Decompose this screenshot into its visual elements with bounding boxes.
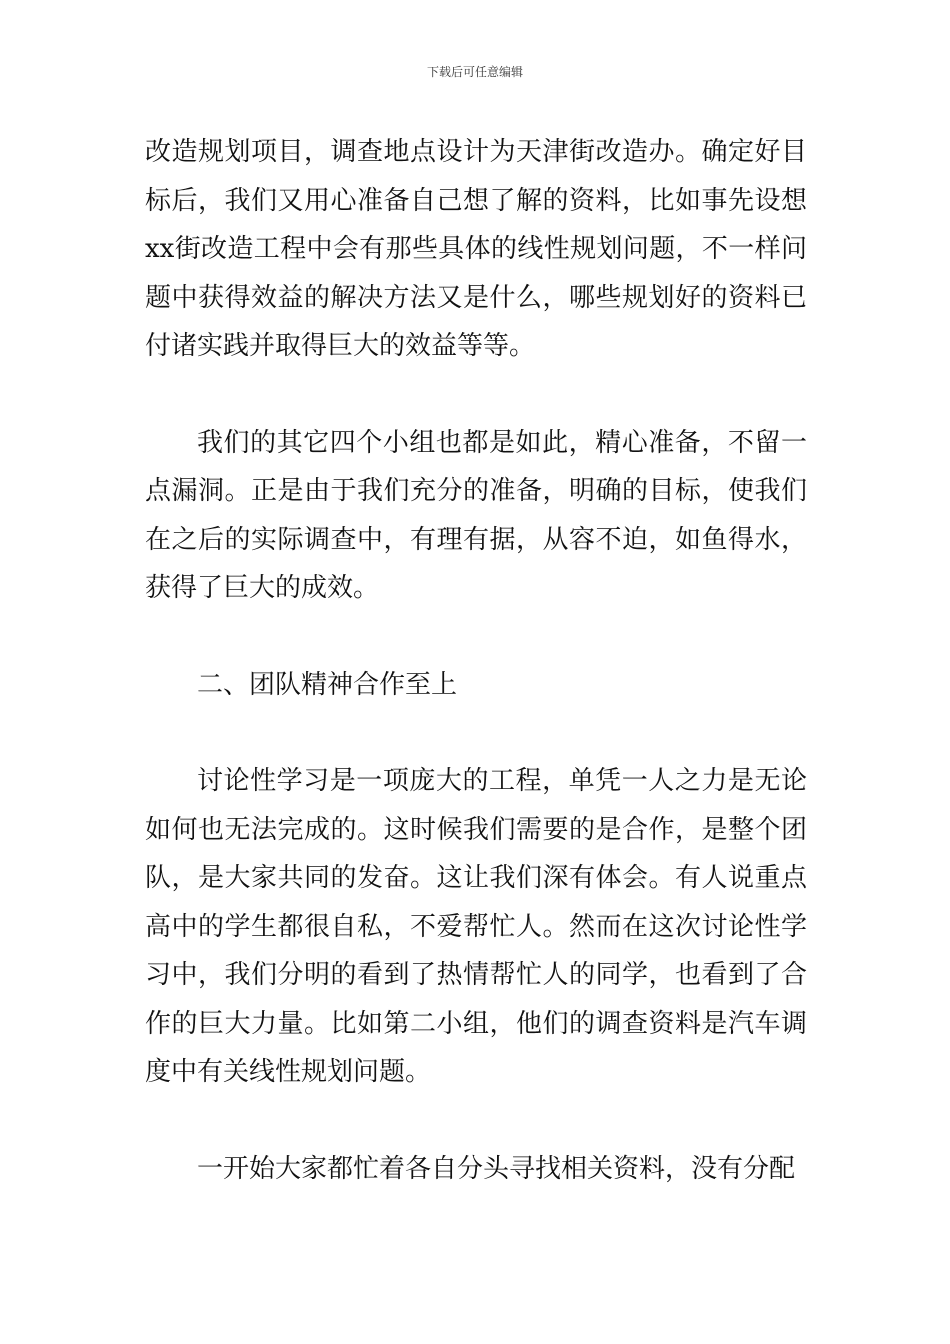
paragraph-2: 我们的其它四个小组也都是如此，精心准备，不留一点漏洞。正是由于我们充分的准备，明确的目标，使我们在之后的实际调查中，有理有据，从容不迫，如鱼得水，获得了巨大的成效。 bbox=[145, 427, 807, 603]
paragraph-gap bbox=[145, 1097, 807, 1145]
document-body bbox=[145, 128, 807, 1193]
page-header: 下载后可任意编辑 bbox=[426, 65, 523, 79]
paragraph-gap bbox=[145, 709, 807, 757]
section-heading: 二、团队精神合作至上 bbox=[197, 669, 458, 700]
paragraph-4: 一开始大家都忙着各自分头寻找相关资料，没有分配 bbox=[197, 1153, 796, 1184]
paragraph-gap bbox=[145, 371, 807, 419]
paragraph-3: 讨论性学习是一项庞大的工程，单凭一人之力是无论如何也无法完成的。这时候我们需要的是合作，是整个团队，是大家共同的发奋。这让我们深有体会。有人说重点高中的学生都很自私，不爱帮忙人。然而在这次讨论性学习中，我们分明的看到了热情帮忙人的同学，也看到了合作的巨大力量。比如第二小组，他们的调查资料是汽车调度中有关线性规划问题。 bbox=[145, 766, 807, 1087]
paragraph-1: 改造规划项目，调查地点设计为天津街改造办。确定好目标后，我们又用心准备自己想了解的资料，比如事先设想xx街改造工程中会有那些具体的线性规划问题，不一样问题中获得效益的解决方法又是什么，哪些规划好的资料已付诸实践并取得巨大的效益等等。 bbox=[145, 137, 807, 361]
paragraph-gap bbox=[145, 613, 807, 661]
